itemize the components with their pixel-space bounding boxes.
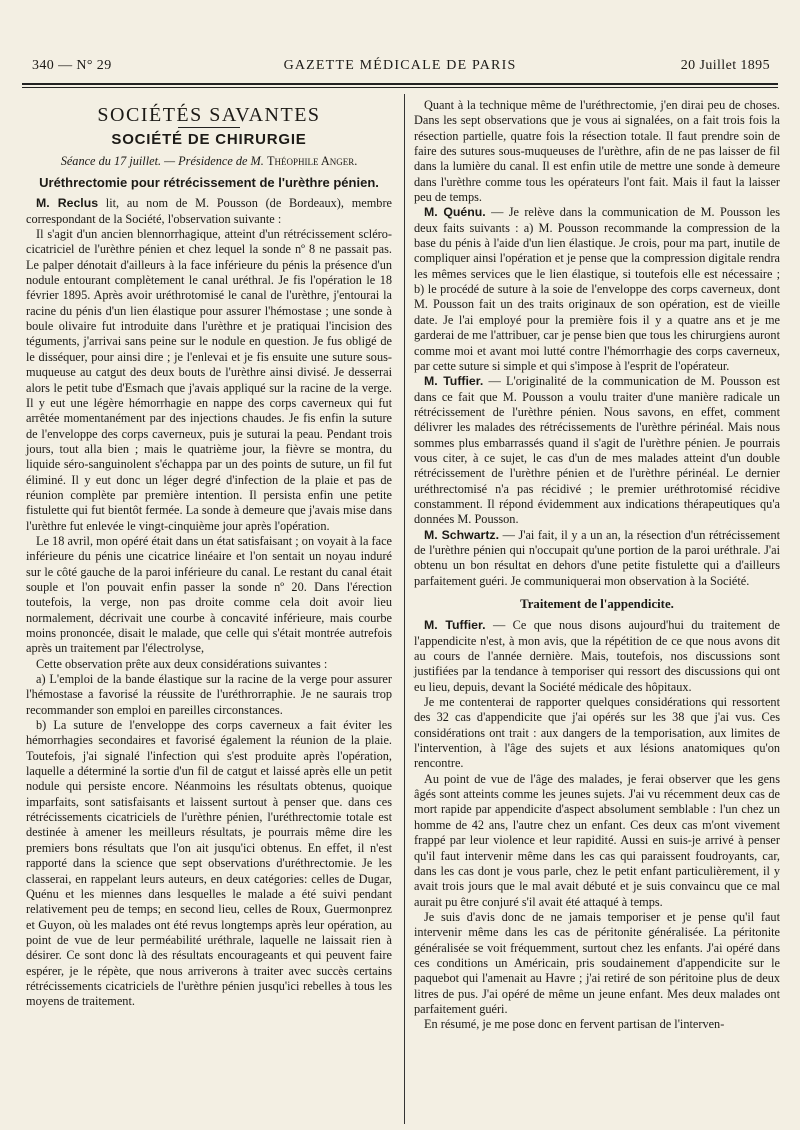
paragraph-text: En résumé, je me pose donc en fervent partisan de l'interven- [424,1017,725,1032]
paragraph-text: Au point de vue de l'âge des malades, je ferai observer que les gens âgés sont atteints comme les jeunes sujets. J'ai vu récemment deux cas de mort rapide par appendicite d'aspect absolument semblable : l'un chez un homme de 42 ans, l'autre chez un enfant. Ces deux cas m'ont vivement frappé par leur violence et leur rapidité. Aussi en suis-je arrivé à penser qu'il faut intervenir même dans les cas qui paraissent foudroyants, car, dans les cas dont je vous parle, chez le petit enfant particulièrement, il y avait trois jours que le mal avait débuté et je suis convaincu que ce mal aurait pu être conjuré s'il avait été attaqué à temps. [414,771,780,909]
section-divider [178,127,240,128]
paragraph [414,1017,780,1032]
journal-title: GAZETTE MÉDICALE DE PARIS [283,58,517,73]
speaker-name: M. Tuffier. [424,618,486,633]
paragraph [414,98,780,205]
page-number: 340 — N° 29 [32,58,112,73]
paragraph-text: — Je relève dans la communication de M. Pousson les deux faits suivants : a) M. Pousson recommande la compression de la base du pénis à l'aide d'un lien élastique. Je crois, pour ma part, inutile de compliquer ainsi l'opération et je pense que la compression digitale rendra les mêmes services que le lien élastique, si toutefois elle est nécessaire ; b) le procédé de suture à la soie de l'enveloppe des corps caverneux, dont M. Pousson fait un des traits originaux de son opération, est de vieille date. Je l'ai employé pour la première fois il y a quatre ans et je me garderai de me l'attribuer, car je pense bien que tous les chirurgiens auront comme moi et avant moi lutté contre l'hémorrhagie des corps caverneux, par cette suture si simple et qui s'impose à l'esprit de l'opérateur. [414,205,780,373]
right-paragraphs-bottom [414,618,780,1032]
header-rule [22,83,778,85]
paragraph [26,196,392,227]
session-text: Séance du 17 juillet. — Présidence de M. [60,153,264,168]
paragraph-text: Le 18 avril, mon opéré était dans un état satisfaisant ; on voyait à la face inférieure du pénis une cicatrice linéaire et l'on sentait un noyau induré sur le côté gauche de la paroi inférieure du canal. Le restant du canal était souple et l'on pouvait enfin passer la sonde nº 20. Dans l'érection toutefois, la verge, non pas droite comme cela doit avoir lieu normalement, décrivait une courbe à concavité inférieure, mais courbe moins prononcée, disait le malade, que celle qui s'était montrée autrefois après un traitement par l'électrolyse, [26,533,392,656]
paragraph [414,205,780,374]
subsection-title: Traitement de l'appendicite. [520,597,674,611]
paragraph-text: b) La suture de l'enveloppe des corps caverneux a fait éviter les hémorrhagies secondaires et favorisé également la réunion de la plaie. Toutefois, j'ai signalé l'infection qui s'est produite après l'opération, laquelle a déterminé la sortie d'un fil de catgut et laissé après elle un petit nodule qui persiste encore. Néanmoins les résultats obtenus, quoique imparfaits, sont satisfaisants et laissent surtout à penser que. dans ces rétrécissements cicatriciels de l'urèthre pénien, l'uréthrectomie totale est destinée à amener les meilleurs résultats, je pourrais même dire les premiers bons résultats que l'on ait jusqu'ici obtenus. En effet, il n'est rapporté dans la science que sept observations d'uréthrectomie. Je les classerai, en rappelant leurs auteurs, en deux catégories: celles de Dugar, Quénu et les miennes dans lesquelles le malade a été suivi pendant relativement peu de temps; en second lieu, celles de Roux, Guermonprez et Guyon, où les malades ont été revus longtemps après leur opération, au point de vue de leur perméabilité uréthrale, laquelle ne laissait rien à désirer. Ce sont donc là des résultats encourageants et qui peuvent faire espérer, je le répète, que nous arriverons à traiter avec succès certains rétrécissements cicatriciels de l'urèthre pénien jusqu'ici rebelles à tous les moyens de traitement. [26,718,392,1009]
paragraph [26,718,392,1010]
issue-date: 20 Juillet 1895 [680,58,770,73]
paragraph [26,227,392,534]
column-divider [404,94,405,1124]
paragraph-text: Je me contenterai de rapporter quelques considérations qui ressortent des 32 cas d'appendicite que j'ai opérés sur les 38 que j'ai vus. Ces considérations ont trait : aux dangers de la temporisation, aux limites de l'intervention, à l'âge des sujets et aux lésions anatomiques qu'on rencontre. [414,695,780,771]
paragraph-text: — L'originalité de la communication de M. Pousson est dans ce fait que M. Pousson a voulu traiter d'une manière radicale un rétrécissement de l'urèthre pénien. Nous savons, en effet, comment délivrer les malades des rétrécissements de l'urèthre périnéal. Mais nous sommes plus embarrassés quand il s'agit de l'urèthre pénien. Je pourrais vous citer, à ce sujet, le cas d'un de mes malades atteint d'un double rétrécissement de l'urèthre pénien et de l'urèthre périnéal. Le dernier uréthrectomisé n'a pas récidivé ; le premier uréthrotomisé récidive constamment. Il répond évidemment aux indications thérapeutiques qu'a données M. Pousson. [414,374,780,527]
paragraph [414,618,780,695]
paragraph [414,695,780,772]
header-rule-thin [22,87,778,88]
paragraph-text: Il s'agit d'un ancien blennorrhagique, atteint d'un rétrécissement scléro-cicatriciel de l'urèthre pénien et chez lequel la sonde nº 8 ne passait pas. Le palper dénotait d'ailleurs à la face inférieure du pénis la présence d'un nodule entourant complètement le canal uréthral. Je fis l'opération le 18 février 1895. Après avoir uréthrotomisé le canal de l'urèthre, j'entourai la racine du pénis d'un lien élastique pour assurer l'hémostase ; une sonde à boule olivaire fut introduite dans l'urèthre et je pratiquai l'incision des téguments, j'arrivai sans peine sur le nodule en question. Je fus obligé de le disséquer, pour ainsi dire ; je l'enlevai et je fis ensuite une suture sous-muqueuse au catgut des deux bouts de l'urèthre ainsi divisé. Je desserrai alors le petit tube d'Esmach que j'avais appliqué sur la racine de la verge. Il y eut une légère hémorrhagie en nappe des corps caverneux qui fut arrêtée momentanément par des injections chaudes. Je fis enfin la suture de l'enveloppe des corps caverneux, puis je suturai la peau. Pendant trois jours, tout alla bien ; mais le quatrième jour, la fièvre se montra, du liquide séro-sanguinolent s'échappa par un des points de suture, un fil fut éliminé. Il y eut donc un léger degré d'infection de la plaie et pas de réunion complète par première intention. Il persista enfin une petite fistulette qui fut bientôt fermée. La sonde à demeure que j'avais mise dans l'urèthre fut enlevée le vingt-cinquième jour après l'opération. [26,227,392,533]
paragraph-text: Cette observation prête aux deux considérations suivantes : [36,656,328,671]
president-name: Théophile Anger. [266,153,358,168]
speaker-name: M. Quénu. [424,205,486,220]
paragraph-text: a) L'emploi de la bande élastique sur la racine de la verge pour assurer l'hémostase a favorisé la réussite de l'uréthrorraphie. Je ne saurais trop recommander son emploi en pareilles circonstances. [26,672,392,717]
paragraph-text: lit, au nom de M. Pousson (de Bordeaux), membre correspondant de la Société, l'observation suivante : [26,196,392,226]
left-paragraphs [26,196,392,1009]
paragraph [26,672,392,718]
society-title: SOCIÉTÉ DE CHIRURGIE [111,131,307,149]
paragraph [26,534,392,657]
paragraph [26,657,392,672]
left-column [26,98,392,1010]
speaker-name: M. Tuffier. [424,374,484,389]
section-title: SOCIÉTÉS SAVANTES [97,104,321,126]
article-title: Uréthrectomie pour rétrécissement de l'urèthre pénien. [39,175,379,191]
paragraph-text: — J'ai fait, il y a un an, la résection d'un rétrécissement de l'urèthre pénien qui n'occupait qu'une portion de la paroi uréthrale. J'ai obtenu un bon résultat en dehors d'une petite fistulette qui a d'ailleurs parfaitement guéri. Je communiquerai mon observation à la Société. [414,527,781,588]
paragraph [414,528,780,589]
paragraph-text: Quant à la technique même de l'uréthrectomie, j'en dirai peu de choses. Dans les sept observations que je vous ai signalées, on a fait trois fois la résection partielle, quatre fois la résection totale. Il faut prendre soin de faire des sutures sous-muqueuses de l'urèthre, afin de ne pas laisser de fil dans la lumière du canal. Il est enfin utile de mettre une sonde à demeure dans l'urèthre comme tous les opérateurs l'ont fait. Mais il faut la laisser peu de temps. [414,98,780,205]
right-paragraphs-top [414,98,780,589]
session-line [26,154,392,169]
paragraph [414,374,780,527]
right-column [414,98,780,1033]
paragraph-text: Je suis d'avis donc de ne jamais temporiser et je pense qu'il faut intervenir même dans les cas de péritonite généralisée. La péritonite généralisée se voit fréquemment, surtout chez les enfants. J'ai opéré dans ces conditions un Américain, pris soudainement d'appendicite sur le paquebot qui l'amenait au Havre ; j'ai retiré de son péritoine plus de deux litres de pus. J'ai opéré de même un jeune enfant. Mes deux malades ont parfaitement guéri. [414,909,780,1016]
paragraph [414,910,780,1017]
speaker-name: M. Reclus [36,196,99,211]
page-header [22,54,778,80]
speaker-name: M. Schwartz. [424,527,499,542]
paragraph [414,772,780,910]
paragraph-text: — Ce que nous disons aujourd'hui du traitement de l'appendicite n'est, à mon avis, que la répétition de ce que nous avons dit au cours de l'année dernière. Mais, toutefois, nos discussions sont justifiées par la tendance à temporiser qui ressort des discussions qui ont eu lieu, depuis, devant la Société médicale des hôpitaux. [414,618,780,694]
